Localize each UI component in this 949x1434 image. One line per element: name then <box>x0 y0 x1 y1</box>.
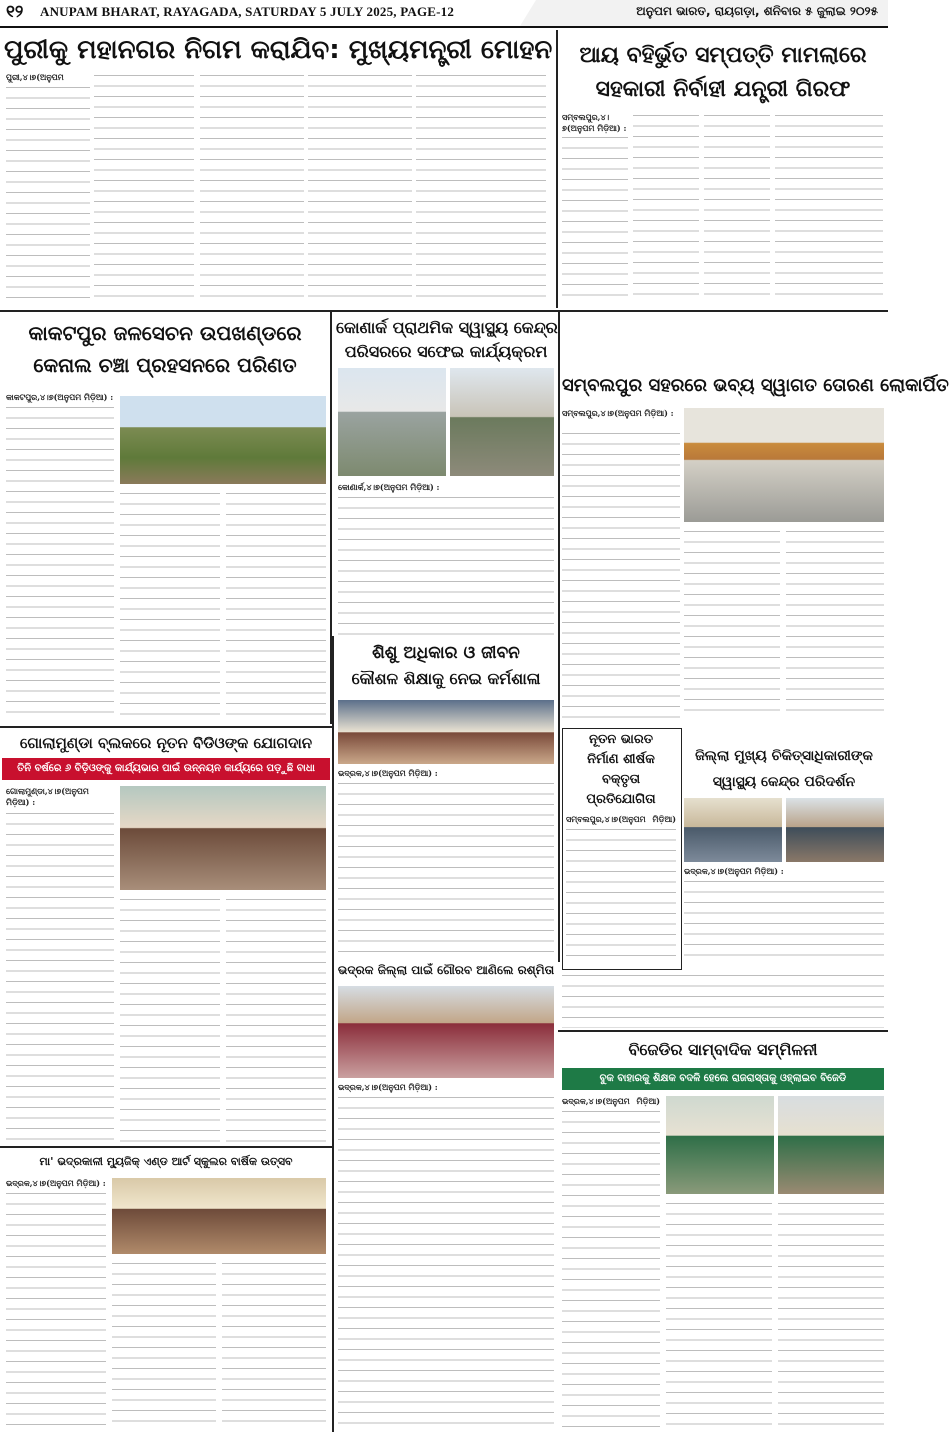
divider <box>0 1146 332 1148</box>
body-text <box>666 1200 772 1428</box>
body-text <box>562 1108 660 1428</box>
body-text <box>112 1260 216 1428</box>
body-text <box>562 430 680 720</box>
golamunda-photo <box>120 786 326 890</box>
konark-photo-1 <box>338 368 446 476</box>
dateline-speech: ସମ୍ବଲପୁର,୪।୭(ଅନୁପମ ମିଡ଼ିଆ) <box>566 814 676 824</box>
headline-golamunda: ଗୋଲାମୁଣ୍ଡା ବ୍ଲକରେ ନୂତନ ବିଡିଓଙ୍କ ଯୋଗଦାନ <box>19 734 313 752</box>
masthead-english: ANUPAM BHARAT, RAYAGADA, SATURDAY 5 JULY 2025, PAGE-12 <box>40 4 455 19</box>
headline-cdmo-line1: ଜିଲ୍ଲା ମୁଖ୍ୟ ଚିକିତ୍ସାଧିକାରୀଙ୍କ <box>695 748 873 764</box>
headline-speech-line1: ନୂତନ ଭାରତ <box>588 732 654 747</box>
divider <box>558 1030 888 1032</box>
page-number-badge: ୧୨ <box>6 2 24 22</box>
headline-cdmo-line2: ସ୍ୱାସ୍ଥ୍ୟ କେନ୍ଦ୍ର ପରିଦର୍ଶନ <box>712 774 856 790</box>
dateline-sambalpur-gate: ସମ୍ବଲପୁର,୪।୭(ଅନୁପମ ମିଡ଼ିଆ) : <box>562 408 674 418</box>
headline-sambalpur-arrest-line2: ସହକାରୀ ନିର୍ବାହୀ ଯନ୍ତ୍ରୀ ଗିରଫ <box>595 77 851 102</box>
headline-rashmita: ଭଦ୍ରକ ଜିଲ୍ଲା ପାଇଁ ଗୌରବ ଆଣିଲେ ରଶ୍ମିତା <box>337 963 555 977</box>
headline-workshop-line1: ଶିଶୁ ଅଧିକାର ଓ ଜୀବନ <box>372 643 520 663</box>
body-text <box>684 528 780 720</box>
headline-speech-line4: ପ୍ରତିଯୋଗିତା <box>586 792 656 807</box>
body-text <box>778 1200 884 1428</box>
subhead-golamunda: ତିନି ବର୍ଷରେ ୬ ବିଡ଼ିଓଙ୍କୁ କାର୍ଯ୍ୟଭାର ପାଇଁ ଉନ୍ନୟନ କାର୍ଯ୍ୟରେ ପଡ଼ୁଛି ବାଧା <box>2 758 330 780</box>
headline-speech-line2: ନିର୍ମାଣ ଶୀର୍ଷକ <box>587 752 655 767</box>
body-text <box>200 72 304 306</box>
body-text <box>120 896 220 1142</box>
masthead-odia: ଅନୁପମ ଭାରତ, ରାୟଗଡ଼ା, ଶନିବାର ୫ ଜୁଲାଇ ୨୦୨୫ <box>636 4 878 18</box>
headline-konark-line2: ପରିସରରେ ସଫେଇ କାର୍ଯ୍ୟକ୍ରମ <box>344 342 548 361</box>
headline-music-school: ମା' ଭଦ୍ରକାଳୀ ମ୍ୟୁଜିକ୍ ଏଣ୍ଡ ଆର୍ଟ ସ୍କୁଲର ବାର୍ଷିକ ଉତ୍ସବ <box>39 1155 293 1168</box>
cdmo-photo-1 <box>684 798 782 862</box>
rashmita-photo <box>338 986 554 1078</box>
body-text <box>6 810 114 1142</box>
body-text <box>338 780 554 956</box>
workshop-photo <box>338 700 554 764</box>
body-text <box>222 1260 326 1428</box>
dateline-konark: କୋଣାର୍କ,୪।୭(ଅନୁପମ ମିଡ଼ିଆ) : <box>338 482 440 492</box>
body-text <box>6 1190 106 1428</box>
body-text <box>94 72 194 306</box>
dateline-music-school: ଭଦ୍ରକ,୪।୭(ଅନୁପମ ମିଡ଼ିଆ) : <box>6 1178 106 1188</box>
body-text <box>704 112 770 304</box>
headline-sambalpur-arrest-line1: ଆୟ ବହିର୍ଭୁତ ସମ୍ପତ୍ତି ମାମଲାରେ <box>579 43 867 68</box>
body-text <box>226 896 326 1142</box>
gate-photo <box>684 408 884 522</box>
dateline-bjd: ଭଦ୍ରକ,୪।୭(ଅନୁପମ ମିଡ଼ିଆ) <box>562 1096 660 1106</box>
headline-sambalpur-gate: ସମ୍ବଲପୁର ସହରରେ ଭବ୍ୟ ସ୍ୱାଗତ ତୋରଣ ଲୋକାର୍ପିତ <box>562 375 949 396</box>
dateline-cdmo: ଭଦ୍ରକ,୪।୭(ଅନୁପମ ମିଡ଼ିଆ) : <box>684 866 784 876</box>
body-text <box>416 72 546 306</box>
body-text <box>566 826 676 964</box>
body-text <box>6 404 114 718</box>
dateline-sambalpur: ସମ୍ବଲପୁର,୪।୭(ଅନୁପମ ମିଡ଼ିଆ) : <box>562 112 627 133</box>
dateline-workshop: ଭଦ୍ରକ,୪।୭(ଅନୁପମ ମିଡ଼ିଆ) : <box>338 768 438 778</box>
body-text <box>308 72 412 306</box>
bjd-photo-2 <box>778 1096 884 1194</box>
subhead-bjd-press-meet: ବୁକ ବାହାରକୁ ଶିକ୍ଷକ ବଦଳି ହେଲେ ରାଜରାସ୍ତାକୁ ଓହ୍ଲାଇବ ବିଜେଡି <box>562 1068 884 1090</box>
body-text <box>226 490 326 718</box>
body-text <box>338 1094 554 1428</box>
dateline-rashmita: ଭଦ୍ରକ,୪।୭(ଅନୁପମ ମିଡ଼ିଆ) : <box>338 1082 438 1092</box>
headline-kakatpur-line2: କେନାଲ ଚଞ୍ଚା ପ୍ରହସନରେ ପରିଣତ <box>33 353 297 377</box>
body-text <box>6 84 90 306</box>
dateline-kakatpur: କାକଟପୁର,୪।୭(ଅନୁପମ ମିଡ଼ିଆ) : <box>6 392 114 402</box>
canal-photo <box>120 396 326 484</box>
body-text <box>562 134 628 304</box>
headline-puri: ପୁରୀକୁ ମହାନଗର ନିଗମ କରାଯିବ: ମୁଖ୍ୟମନ୍ତ୍ରୀ ମୋହନ <box>4 35 553 65</box>
body-text <box>775 112 883 304</box>
body-text <box>562 972 884 1028</box>
divider <box>558 312 560 962</box>
divider <box>332 636 334 1432</box>
headline-workshop-line2: କୌଶଳ ଶିକ୍ଷାକୁ ନେଇ କର୍ମଶାଳା <box>351 669 541 688</box>
headline-konark-line1: କୋଣାର୍କ ପ୍ରାଥମିକ ସ୍ୱାସ୍ଥ୍ୟ କେନ୍ଦ୍ର <box>336 318 558 337</box>
body-text <box>120 490 220 718</box>
music-school-photo <box>112 1178 326 1254</box>
divider <box>0 726 332 728</box>
divider <box>0 310 888 312</box>
cdmo-photo-2 <box>786 798 884 862</box>
konark-photo-2 <box>450 368 554 476</box>
dateline-puri: ପୁରୀ,୪।୭(ଅନୁପମ <box>6 72 64 82</box>
body-text <box>684 878 884 964</box>
body-text <box>633 112 699 304</box>
body-text <box>338 494 554 636</box>
bjd-photo-1 <box>666 1096 774 1194</box>
headline-bjd-press-meet: ବିଜେଡିର ସାମ୍ବାଦିକ ସମ୍ମିଳନୀ <box>628 1040 818 1059</box>
headline-speech-line3: ବକ୍ତୃତା <box>601 772 641 787</box>
body-text <box>786 528 884 720</box>
divider <box>556 30 558 308</box>
dateline-golamunda: ଗୋଲାମୁଣ୍ଡା,୪।୭(ଅନୁପମ ମିଡ଼ିଆ) : <box>6 786 89 807</box>
headline-kakatpur-line1: କାକଟପୁର ଜଳସେଚନ ଉପଖଣ୍ଡରେ <box>28 321 302 345</box>
